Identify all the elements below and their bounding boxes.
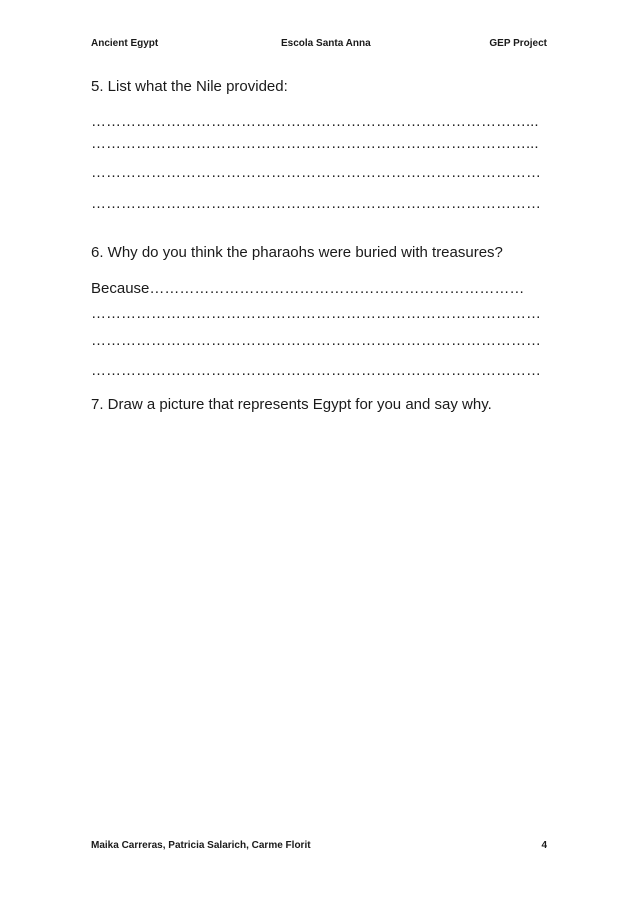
question-5-answer-line-2[interactable]: ……………………………………………………………………………... <box>91 135 539 152</box>
question-6-answer-line-1[interactable]: ……………………………………………………………………………… <box>91 305 541 322</box>
question-5-prompt: 5. List what the Nile provided: <box>91 78 288 95</box>
question-7-prompt: 7. Draw a picture that represents Egypt for you and say why. <box>91 396 492 413</box>
question-5-answer-line-3[interactable]: ……………………………………………………………………………… <box>91 164 541 181</box>
drawing-area[interactable] <box>91 420 547 820</box>
header-subject: Ancient Egypt <box>91 38 159 49</box>
page-footer <box>91 839 547 853</box>
question-5-answer-line-4[interactable]: ……………………………………………………………………………… <box>91 195 541 212</box>
question-5-answer-line-1[interactable]: ……………………………………………………………………………... <box>91 113 539 130</box>
page-header <box>91 37 547 51</box>
header-school: Escola Santa Anna <box>281 38 371 49</box>
question-6-answer-line-2[interactable]: ……………………………………………………………………………… <box>91 332 541 349</box>
question-6-answer-start[interactable]: Because………………………………………………………………… <box>91 280 525 297</box>
footer-authors: Maika Carreras, Patricia Salarich, Carme Florit <box>91 840 311 851</box>
question-6-answer-line-3[interactable]: ……………………………………………………………………………… <box>91 362 541 379</box>
question-6-prompt: 6. Why do you think the pharaohs were buried with treasures? <box>91 244 503 261</box>
page-number: 4 <box>541 840 547 851</box>
header-project: GEP Project <box>489 38 547 49</box>
